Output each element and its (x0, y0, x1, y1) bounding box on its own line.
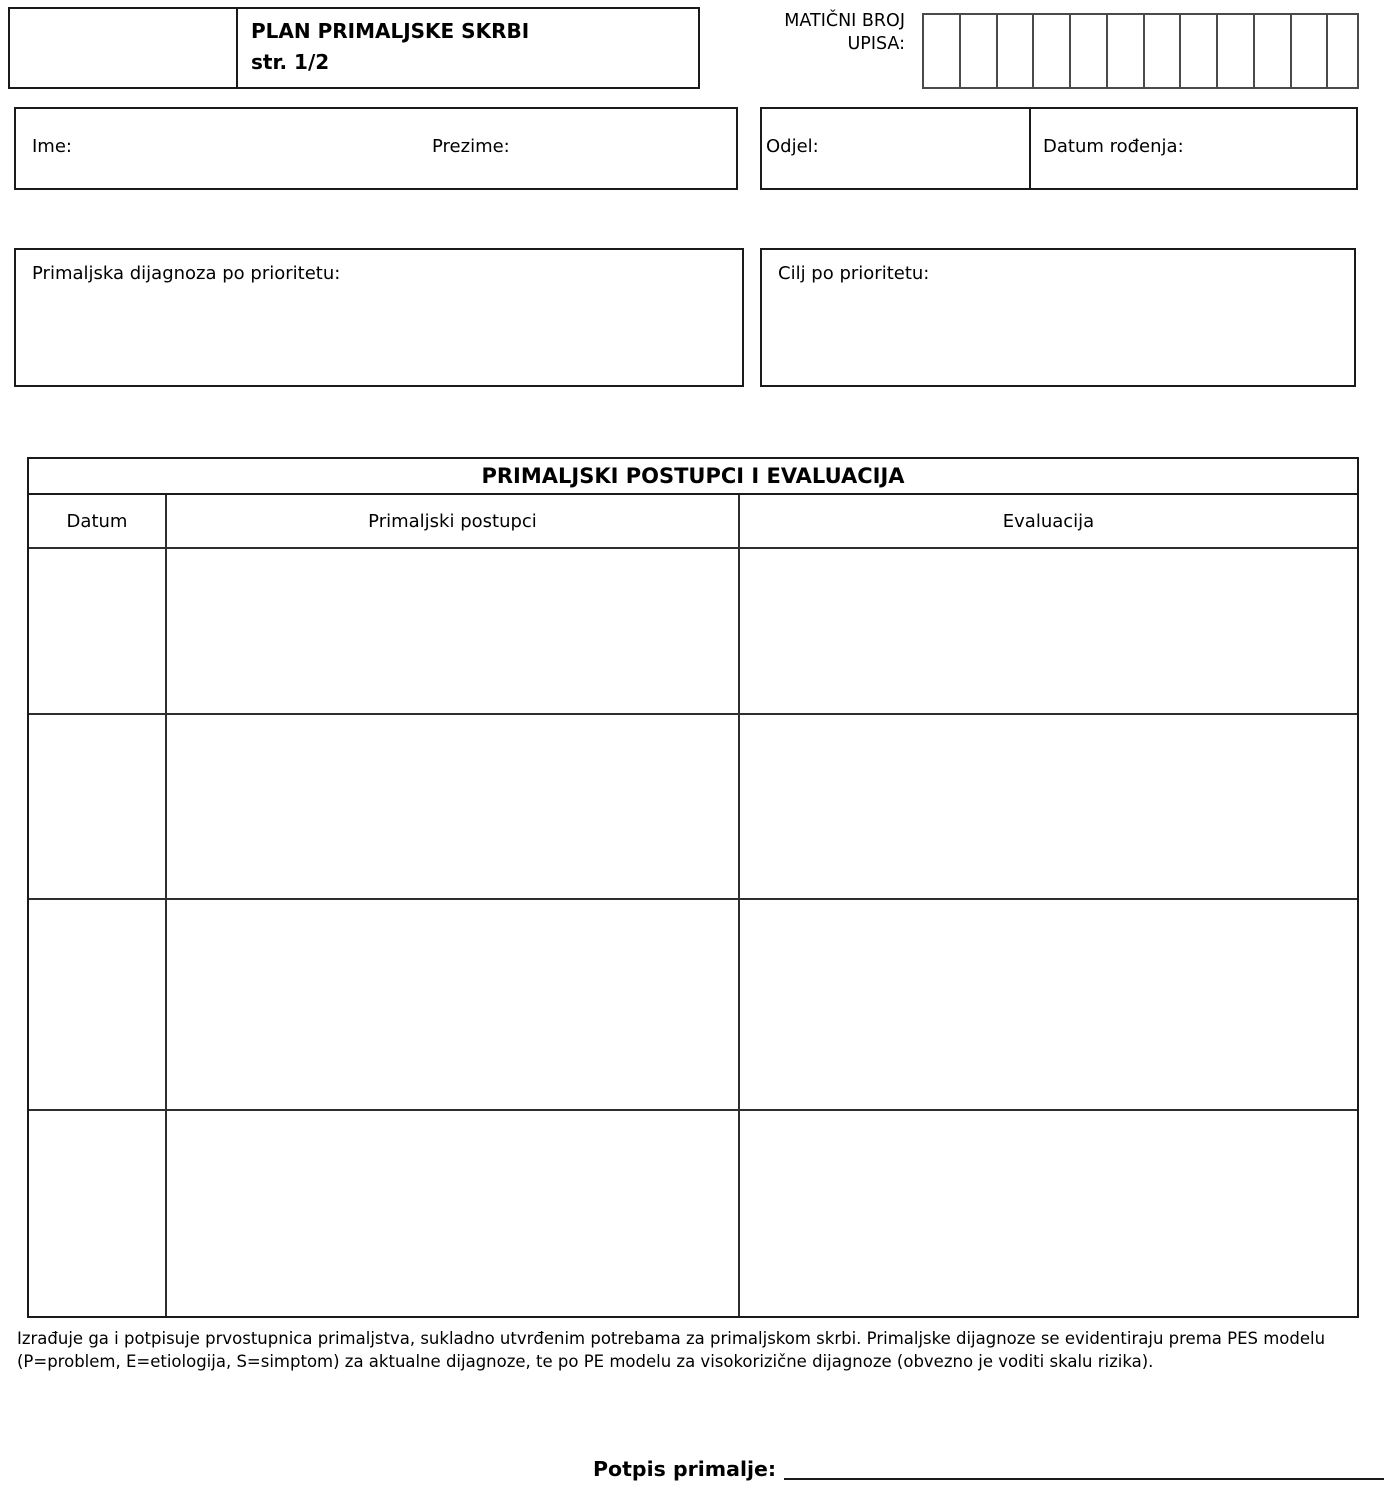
first-name-label: Ime: (32, 136, 72, 157)
procedures-cell (167, 900, 740, 1109)
date-cell (29, 900, 167, 1109)
goal-box (760, 248, 1356, 387)
footer-note-line1: Izrađuje ga i potpisuje prvostupnica primaljstva, sukladno utvrđenim potrebama za primaljskom skrbi. Primaljske dijagnoze se evidentiraju prema PES modelu (17, 1329, 1326, 1348)
name-box (14, 107, 738, 190)
midwifery-diagnosis-label: Primaljska dijagnoza po prioritetu: (32, 263, 341, 284)
registry-number-digit-grid (922, 13, 1359, 89)
table-row (29, 715, 1357, 900)
registry-digit-cell (1034, 15, 1071, 87)
procedures-cell (167, 715, 740, 898)
evaluation-cell (740, 1111, 1357, 1316)
table-header-row (29, 495, 1357, 549)
registry-digit-cell (1181, 15, 1218, 87)
registry-digit-cell (1108, 15, 1145, 87)
logo-placeholder-cell (10, 9, 238, 87)
registry-digit-cell (1255, 15, 1292, 87)
table-title: PRIMALJSKI POSTUPCI I EVALUACIJA (29, 459, 1357, 495)
procedures-evaluation-table (27, 457, 1359, 1318)
date-cell (29, 549, 167, 713)
birth-date-label: Datum rođenja: (1043, 136, 1184, 157)
registry-digit-cell (1071, 15, 1108, 87)
procedures-cell (167, 549, 740, 713)
column-header-date: Datum (29, 495, 167, 547)
department-label: Odjel: (762, 109, 1031, 188)
date-cell (29, 1111, 167, 1316)
table-row (29, 1111, 1357, 1316)
registry-digit-cell (1292, 15, 1329, 87)
signature-label: Potpis primalje: (593, 1457, 777, 1481)
registry-digit-cell (998, 15, 1035, 87)
table-row (29, 900, 1357, 1111)
registry-number-label-line1: MATIČNI BROJ (784, 11, 905, 31)
goal-label: Cilj po prioritetu: (778, 263, 930, 284)
registry-digit-cell (1218, 15, 1255, 87)
procedures-cell (167, 1111, 740, 1316)
signature-row (593, 1452, 1384, 1481)
department-birthdate-box (760, 107, 1358, 190)
registry-digit-cell (924, 15, 961, 87)
evaluation-cell (740, 900, 1357, 1109)
registry-digit-cell (1145, 15, 1182, 87)
midwifery-diagnosis-box (14, 248, 744, 387)
registry-digit-cell (1328, 15, 1357, 87)
registry-number-label (735, 10, 905, 56)
date-cell (29, 715, 167, 898)
column-header-procedures: Primaljski postupci (167, 495, 740, 547)
registry-number-label-line2: UPISA: (847, 34, 905, 54)
header-box (8, 7, 700, 89)
form-title-block (238, 9, 698, 87)
evaluation-cell (740, 715, 1357, 898)
form-title: PLAN PRIMALJSKE SKRBI (251, 19, 530, 43)
table-row (29, 549, 1357, 715)
form-page-number: str. 1/2 (251, 50, 330, 74)
signature-line (784, 1452, 1384, 1480)
last-name-label: Prezime: (432, 136, 510, 157)
footer-note-line2: (P=problem, E=etiologija, S=simptom) za aktualne dijagnoze, te po PE modelu za visokorizične dijagnoze (obvezno je voditi skalu rizika). (17, 1351, 1154, 1371)
column-header-evaluation: Evaluacija (1002, 510, 1095, 532)
evaluation-cell (740, 549, 1357, 713)
footer-note (17, 1328, 1379, 1373)
registry-digit-cell (961, 15, 998, 87)
